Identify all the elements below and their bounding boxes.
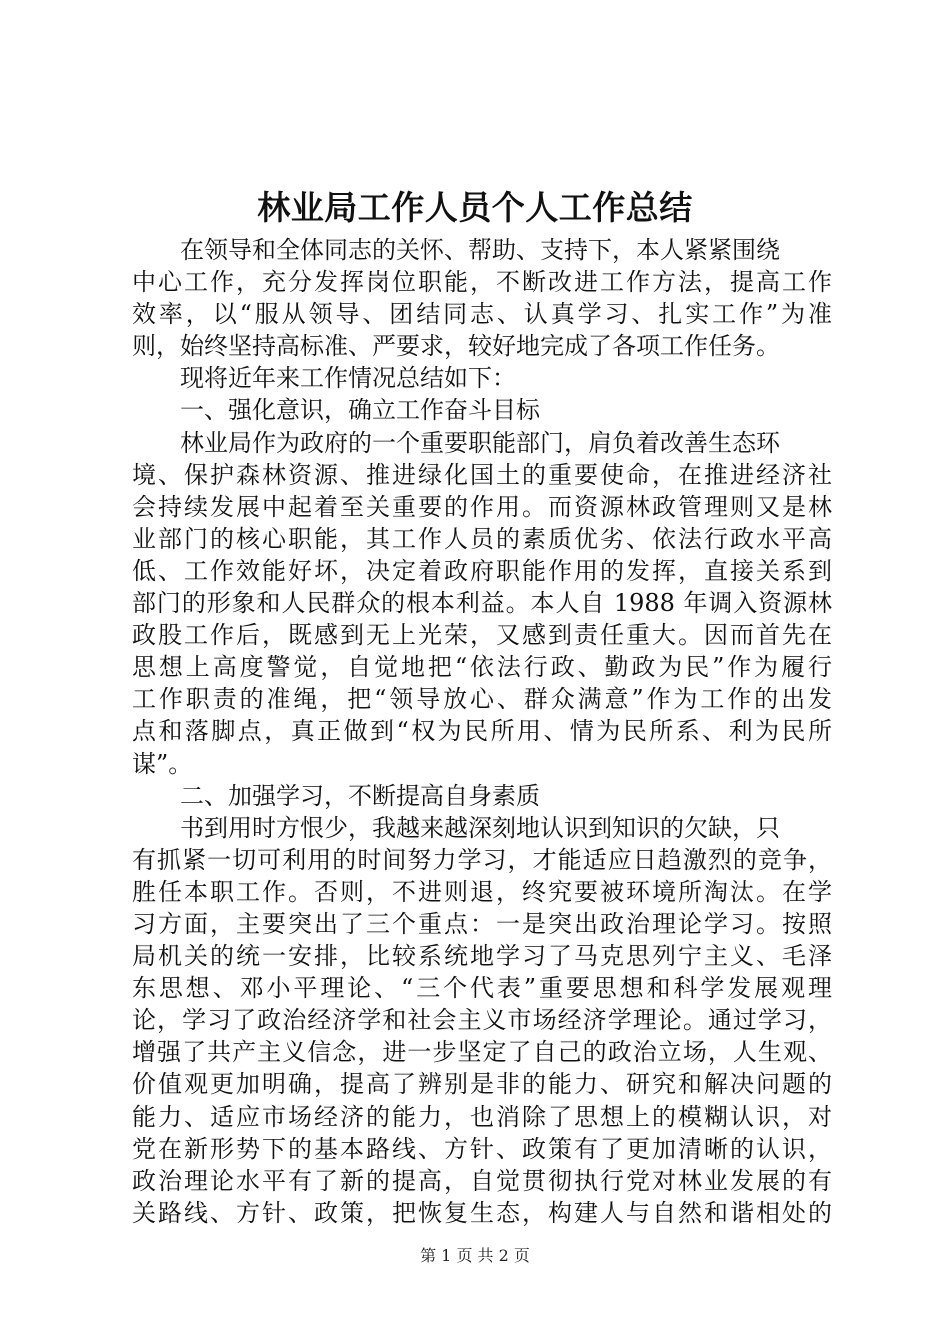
text-line: 增强了共产主义信念，进一步坚定了自己的政治立场，人生观、 (132, 1038, 832, 1067)
text-line: 境、保护森林资源、推进绿化国土的重要使命，在推进经济社 (132, 460, 832, 489)
text-line: 中心工作，充分发挥岗位职能，不断改进工作方法，提高工作 (132, 268, 832, 297)
text-line: 能力、适应市场经济的能力，也消除了思想上的模糊认识，对 (132, 1102, 832, 1131)
text-line: 谋”。 (132, 749, 193, 778)
text-line: 思想上高度警觉，自觉地把“依法行政、勤政为民”作为履行 (132, 653, 832, 682)
text-line: 有抓紧一切可利用的时间努力学习，才能适应日趋激烈的竞争， (132, 845, 832, 874)
text-line: 书到用时方恨少，我越来越深刻地认识到知识的欠缺，只 (180, 813, 780, 842)
text-line: 党在新形势下的基本路线、方针、政策有了更加清晰的认识， (132, 1134, 832, 1163)
text-line: 胜任本职工作。否则，不进则退，终究要被环境所淘汰。在学 (132, 877, 832, 906)
document-title: 林业局工作人员个人工作总结 (257, 188, 693, 227)
page-footer: 第 1 页 共 2 页 (420, 1246, 530, 1265)
text-line: 林业局作为政府的一个重要职能部门，肩负着改善生态环 (180, 428, 780, 457)
text-line: 效率，以“服从领导、团结同志、认真学习、扎实工作”为准 (132, 300, 832, 329)
text-line: 政股工作后，既感到无上光荣，又感到责任重大。因而首先在 (132, 621, 832, 650)
text-line: 在领导和全体同志的关怀、帮助、支持下，本人紧紧围绕 (180, 236, 780, 264)
text-line: 现将近年来工作情况总结如下： (180, 364, 516, 393)
text-line: 部门的形象和人民群众的根本利益。本人自 1988 年调入资源林 (132, 589, 832, 618)
document-body (132, 234, 832, 1229)
text-line: 业部门的核心职能，其工作人员的素质优劣、依法行政水平高 (132, 524, 832, 553)
text-line: 政治理论水平有了新的提高，自觉贯彻执行党对林业发展的有 (132, 1166, 832, 1195)
text-line: 习方面，主要突出了三个重点：一是突出政治理论学习。按照 (132, 909, 832, 938)
text-line: 则，始终坚持高标准、严要求，较好地完成了各项工作任务。 (132, 332, 780, 361)
text-line: 点和落脚点，真正做到“权为民所用、情为民所系、利为民所 (132, 717, 832, 746)
section-heading-1: 一、强化意识，确立工作奋斗目标 (180, 396, 540, 425)
text-line: 工作职责的准绳，把“领导放心、群众满意”作为工作的出发 (132, 685, 832, 714)
text-line: 论，学习了政治经济学和社会主义市场经济学理论。通过学习， (132, 1006, 832, 1035)
text-line: 价值观更加明确，提高了辨别是非的能力、研究和解决问题的 (132, 1070, 832, 1099)
text-line: 东思想、邓小平理论、“三个代表”重要思想和科学发展观理 (132, 974, 832, 1003)
text-line: 低、工作效能好坏，决定着政府职能作用的发挥，直接关系到 (132, 556, 832, 585)
text-line: 会持续发展中起着至关重要的作用。而资源林政管理则又是林 (132, 492, 832, 521)
section-heading-2: 二、加强学习，不断提高自身素质 (180, 781, 540, 810)
text-line: 局机关的统一安排，比较系统地学习了马克思列宁主义、毛泽 (132, 942, 832, 971)
text-line: 关路线、方针、政策，把恢复生态，构建人与自然和谐相处的 (132, 1198, 832, 1227)
